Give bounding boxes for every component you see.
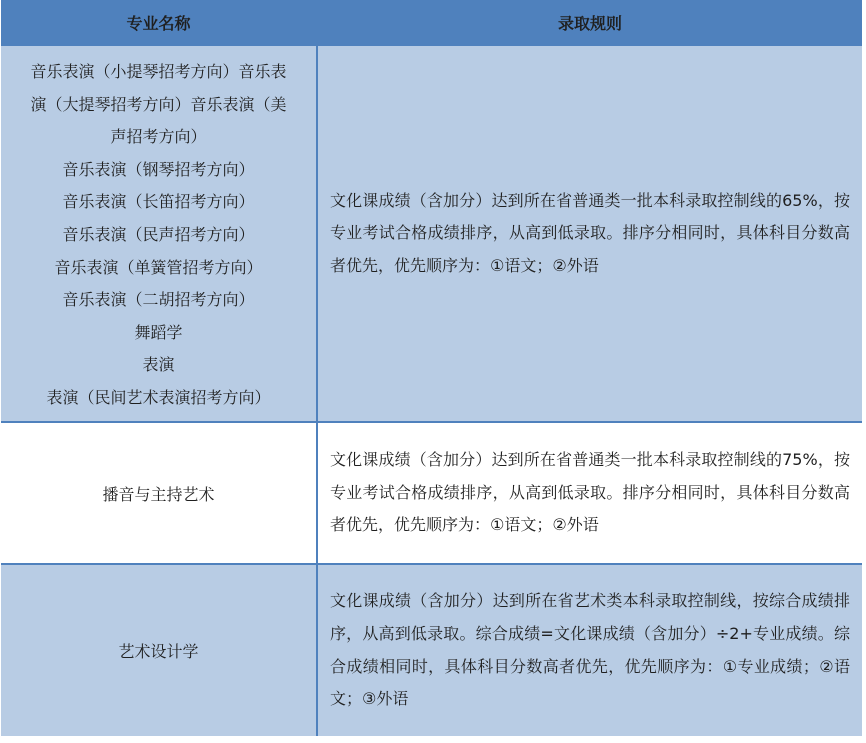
- admission-rule-text: 文化课成绩（含加分）达到所在省普通类一批本科录取控制线的65%，按专业考试合格成绩排序，从高到低录取。排序分相同时，具体科目分数高者优先，优先顺序为：①语文；②外语: [330, 190, 850, 275]
- major-name: 演（大提琴招考方向）音乐表演（美: [30, 94, 287, 114]
- major-name: 音乐表演（民声招考方向）: [62, 224, 255, 244]
- major-name: 音乐表演（长笛招考方向）: [62, 192, 255, 212]
- table-row: [1, 563, 862, 736]
- table-row: [1, 421, 862, 563]
- admission-rule-text: 文化课成绩（含加分）达到所在省艺术类本科录取控制线，按综合成绩排序，从高到低录取。综合成绩=文化课成绩（含加分）÷2+专业成绩。综合成绩相同时，具体科目分数高者优先，优先顺序为：①专业成绩；②语文；③外语: [330, 591, 850, 709]
- major-name: 音乐表演（单簧管招考方向）: [54, 257, 263, 277]
- major-name: 音乐表演（小提琴招考方向）音乐表: [30, 62, 287, 81]
- major-name-cell: [1, 423, 318, 563]
- major-name-cell: [1, 565, 318, 736]
- header-major-name: 专业名称: [1, 0, 318, 44]
- admission-rule-text: 文化课成绩（含加分）达到所在省普通类一批本科录取控制线的75%，按专业考试合格成绩排序，从高到低录取。排序分相同时，具体科目分数高者优先，优先顺序为：①语文；②外语: [330, 450, 850, 535]
- major-name-cell: [1, 46, 318, 421]
- major-name: 表演: [142, 355, 175, 375]
- admission-rules-table: [1, 0, 862, 736]
- major-name: 声招考方向）: [110, 127, 207, 147]
- major-name: 播音与主持艺术: [102, 484, 215, 504]
- table-row: [1, 44, 862, 421]
- major-name: 表演（民间艺术表演招考方向）: [46, 387, 271, 407]
- major-name: 音乐表演（钢琴招考方向）: [62, 159, 255, 179]
- header-admission-rule: 录取规则: [557, 13, 622, 33]
- major-name: 舞蹈学: [134, 322, 183, 342]
- admission-rule-cell: [318, 423, 862, 563]
- table-header: [1, 0, 862, 44]
- major-name: 艺术设计学: [118, 642, 199, 661]
- admission-rule-cell: [318, 46, 862, 421]
- major-name: 音乐表演（二胡招考方向）: [62, 290, 255, 310]
- admission-rule-cell: [318, 565, 862, 736]
